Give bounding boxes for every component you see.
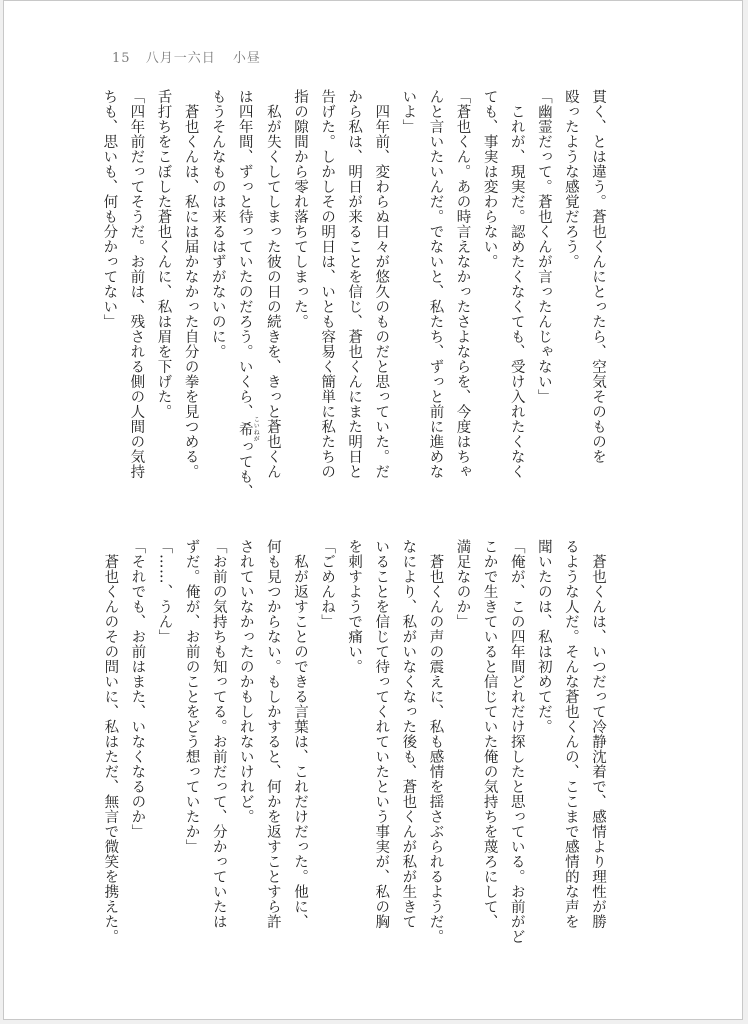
text-line: 舌打ちをこぼした蒼也くんに、私は眉を下げた。 [155, 89, 172, 419]
text-line: を刺すようで痛い。 [346, 539, 363, 674]
text-line: なにより、私がいなくなった後も、蒼也くんが私が生きて [400, 539, 417, 929]
text-line: ずだ。俺が、お前のことをどう想っていたか」 [183, 539, 200, 854]
text-line: 蒼也くんの声の震えに、私も感情を揺さぶられるようだ。 [427, 539, 444, 944]
ruby-reading: こいねが [252, 416, 260, 442]
text-line: 「それでも、お前はまた、いなくなるのか」 [129, 539, 146, 839]
book-page [3, 0, 743, 1020]
ruby-annotation [236, 416, 260, 442]
header-time: 小昼 [232, 51, 261, 66]
text-line: 指の隙間から零れ落ちてしまった。 [291, 89, 308, 329]
text-line: 満足なのか」 [454, 539, 471, 629]
text-line: 蒼也くんのその問いに、私はただ、無言で微笑を携えた。 [102, 539, 119, 944]
header-date: 八月一六日 [145, 51, 216, 66]
text-line: 蒼也くんは、私には届かなかった自分の拳を見つめる。 [182, 89, 199, 479]
text-line: 「幽霊だって。蒼也くんが言ったんじゃない」 [535, 89, 552, 404]
text-line: 何も見つからない。もしかすると、何かを返すことすら許 [264, 539, 281, 929]
text-line: 告げた。しかしその明日は、いとも容易く簡単に私たちの [319, 89, 336, 479]
text-line: 私が失くしてしまった彼の日の続きを、きっと蒼也くん [264, 89, 281, 479]
text-line: 「お前の気持ちも知ってる。お前だって、分かっていたは [210, 539, 227, 929]
text-line: こかで生きていると信じていた俺の気持ちを蔑ろにして、 [481, 539, 498, 929]
text-line: ても、事実は変わらない。 [481, 89, 498, 269]
text-line: んと言いたいんだ。でないと、私たち、ずっと前に進めな [427, 89, 444, 479]
text-line: 「……、うん」 [156, 539, 173, 644]
text-line: 貫く、とは違う。蒼也くんにとったら、空気そのものを [590, 89, 606, 464]
text-line: るような人だ。そんな蒼也くんの、ここまで感情的な声を [562, 539, 579, 929]
text-line: いよ」 [400, 89, 417, 134]
page-number: 15 [112, 51, 131, 66]
text-line: 殴ったような感覚だろう。 [562, 89, 579, 269]
text-line: 四年前、変わらぬ日々が悠久のものだと思っていた。だ [373, 89, 390, 479]
ruby-base: 希 [236, 416, 253, 442]
text-line: いることを信じて待ってくれていたという事実が、私の胸 [373, 539, 390, 929]
text-line: 「蒼也くん。あの時言えなかったさよならを、今度はちゃ [454, 89, 471, 479]
text-fragment: っても、 [236, 439, 253, 499]
text-line: から私は、明日が来ることを信じ、蒼也くんにまた明日と [346, 89, 363, 479]
text-block-bottom [96, 539, 611, 961]
text-line: されていなかったのかもしれないけれど。 [237, 539, 254, 824]
text-line: ちも、思いも、何も分かってない」 [101, 89, 118, 329]
text-line: 「ごめんね」 [319, 539, 336, 629]
text-line: 蒼也くんは、いつだって冷静沈着で、感情より理性が勝 [590, 539, 606, 929]
text-line: もうそんなものは来るはずがないのに。 [209, 89, 226, 359]
text-block-top [95, 89, 611, 509]
text-line: 私が返すことのできる言葉は、これだけだった。他に、 [291, 539, 308, 929]
text-fragment: は四年間、ずっと待っていたのだろう。いくら、 [236, 89, 253, 419]
running-header [112, 47, 261, 66]
text-line: 聞いたのは、私は初めてだ。 [535, 539, 552, 734]
text-line-with-ruby [231, 89, 259, 509]
text-line: これが、現実だ。認めたくなくても、受け入れたくなく [508, 89, 525, 479]
text-line: 「俺が、この四年間どれだけ探したと思っている。お前がど [508, 539, 525, 944]
text-line: 「四年前だってそうだ。お前は、残される側の人間の気持 [128, 89, 145, 479]
